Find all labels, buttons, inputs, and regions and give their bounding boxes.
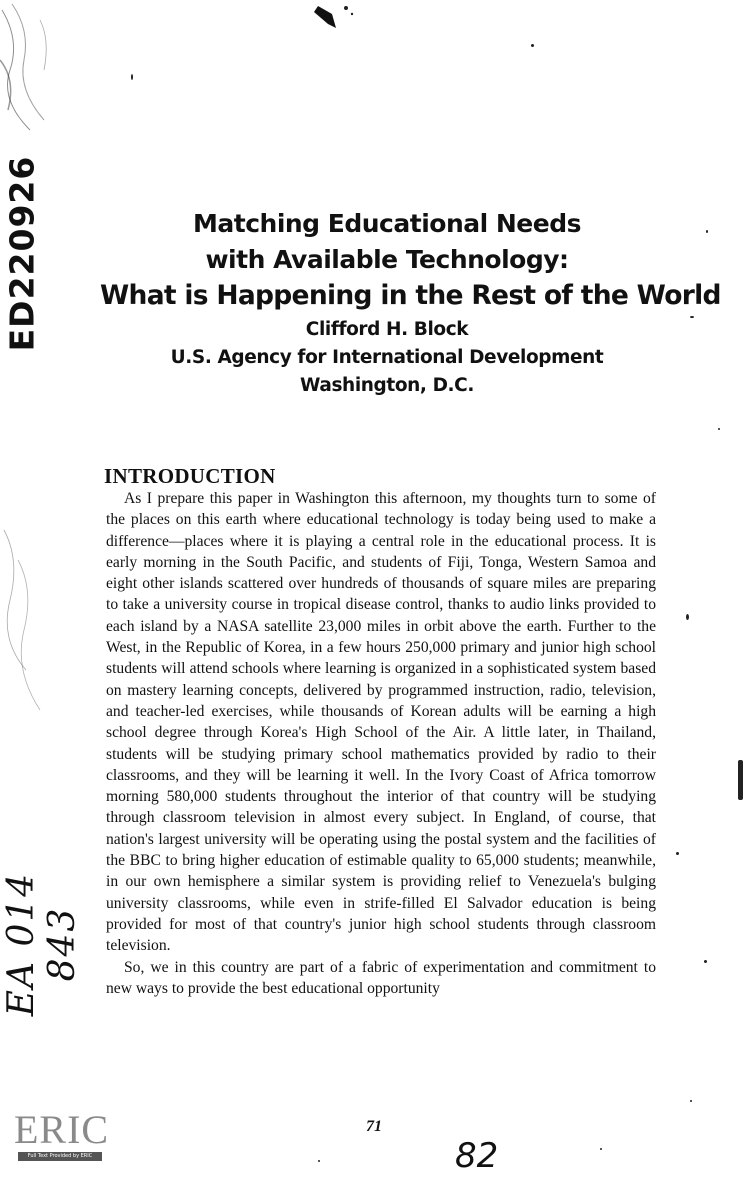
ed-accession-number: ED220926 (2, 155, 42, 352)
eric-logo-caption: Full Text Provided by ERIC (18, 1152, 102, 1161)
scan-speck (686, 614, 689, 620)
section-heading: INTRODUCTION (104, 464, 276, 488)
author-name: Clifford H. Block (305, 319, 469, 340)
eric-logo (14, 1098, 110, 1166)
scan-speck (690, 316, 694, 318)
title-line-2: with Available Technology: (205, 245, 569, 274)
title-line-1: Matching Educational Needs (193, 209, 581, 238)
scan-speck (738, 760, 743, 800)
scan-speck (706, 230, 708, 233)
scan-speck (676, 852, 679, 855)
author-location: Washington, D.C. (300, 375, 474, 396)
scan-speck (318, 1160, 320, 1162)
ea-accession-number: EA 014 843 (1, 871, 83, 1017)
title-block (100, 206, 721, 400)
author-affiliation: U.S. Agency for International Development (170, 347, 604, 368)
scan-speck (600, 1148, 602, 1150)
scan-speck (718, 428, 720, 430)
margin-scan-smudge (0, 520, 80, 740)
paragraph: As I prepare this paper in Washington this afternoon, my thoughts turn to some of the places on this earth where educational technology is today being used to make a difference—places where it is playing a central role in the educational process. It is early morning in the South Pacific, and students of Fiji, Tonga, Western Samoa and eight other islands scattered over hundreds of thousands of square miles are preparing to take a university course in tropical disease control, thanks to audio links provided to each island by a NASA satellite 23,000 miles in orbit above the earth. Further to the West, in the Republic of Korea, in a few hours 250,000 primary and junior high school students will attend schools where learning is organized in a sophisticated system based on mastery learning concepts, delivered by programmed instruction, radio, television, and teacher-led exercises, while thousands of Korean adults will be earning a high school degree through Korea's High School of the Air. A little later, in Thailand, students will be studying primary school mathematics provided by radio to their classrooms, and they will be learning it well. In the Ivory Coast of Africa tomorrow morning 580,000 students throughout the interior of that country will be studying through classroom television in almost every subject. In England, of course, that nation's largest university will be operating using the postal system and the facilities of the BBC to bring higher education of estimable quality to 65,000 students; meanwhile, in our own hemisphere a similar system is providing relief to Venezuela's bulging university classrooms, while even in strife-filled El Salvador education is being provided for most of that country's junior high school students through classroom television. (106, 490, 656, 955)
scan-speck (131, 74, 133, 80)
scan-speck (690, 1100, 692, 1102)
page-number: 71 (366, 1118, 382, 1135)
eric-logo-word: ERIC (14, 1107, 110, 1152)
scan-speck (704, 960, 707, 963)
scan-noise-mark (310, 2, 354, 32)
scan-speck (531, 44, 534, 47)
body-text (106, 488, 656, 999)
paragraph: So, we in this country are part of a fabric of experimentation and commitment to new ways to provide the best educational opportunity (106, 958, 656, 997)
fiche-number: 82 (455, 1136, 499, 1176)
title-line-3: What is Happening in the Rest of the World (100, 280, 721, 311)
